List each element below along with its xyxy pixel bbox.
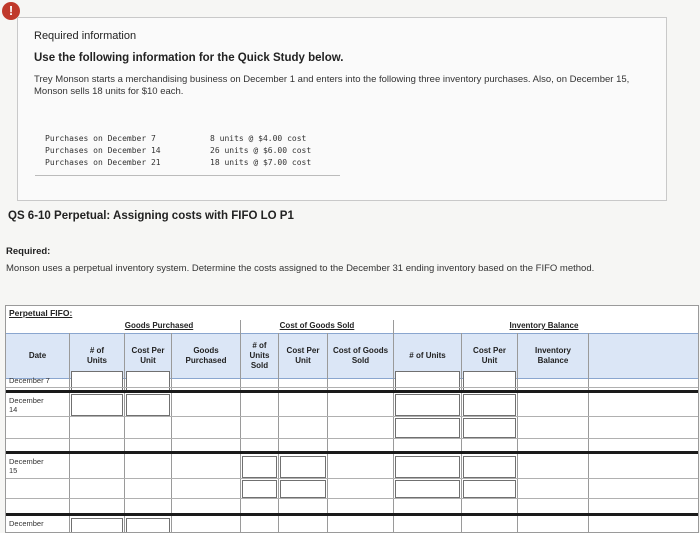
row-date-december-15: December 15: [9, 457, 44, 475]
cost-of-goods-sold-header: [241, 320, 393, 332]
col-inventory-cost-per-unit: Cost Per Unit: [473, 345, 506, 365]
dec7-inventory-cost-input[interactable]: [463, 371, 516, 391]
column-divider: [240, 320, 241, 533]
dec7-purchased-units-input[interactable]: [71, 371, 123, 391]
row-date-december-7: December 7: [9, 376, 50, 385]
col-date: Date: [28, 350, 47, 360]
dec14-purchased-cost-input[interactable]: [126, 394, 170, 416]
dec15-units-sold-input-2[interactable]: [242, 480, 277, 498]
column-divider: [393, 320, 394, 533]
goods-purchased-label: Goods Purchased: [124, 321, 194, 330]
info-heading: Use the following information for the Quick Study below.: [34, 52, 344, 64]
col-goods-purchased: Goods Purchased: [185, 345, 227, 365]
dec7-purchased-cost-input[interactable]: [126, 371, 170, 391]
row-divider: [6, 416, 698, 417]
row-divider: [6, 513, 698, 516]
purchase-label: Purchases on December 21: [45, 158, 161, 167]
worksheet-title: Perpetual FIFO:: [9, 308, 73, 318]
question-title: QS 6-10 Perpetual: Assigning costs with FIFO LO P1: [8, 210, 294, 222]
column-divider: [327, 333, 328, 533]
dec7-inventory-units-input[interactable]: [395, 371, 460, 391]
row-date-december-14: December 14: [9, 396, 44, 414]
purchase-label: Purchases on December 7: [45, 134, 156, 143]
dec14-purchased-units-input[interactable]: [71, 394, 123, 416]
dec15-sold-cost-input-2[interactable]: [280, 480, 326, 498]
goods-purchased-header: [78, 320, 240, 332]
inventory-balance-label: Inventory Balance: [509, 321, 579, 330]
purchase-detail: 26 units @ $6.00 cost: [210, 146, 312, 155]
dec14-inventory-cost-input-2[interactable]: [463, 418, 516, 438]
info-text: Trey Monson starts a merchandising business on December 1 and enters into the following three inventory purchases. Also, on December 15, Monson sells 18 units for $10 each.: [34, 74, 630, 97]
row-divider: [6, 498, 698, 499]
row-divider: [6, 390, 698, 393]
col-sold-cost-per-unit: Cost Per Unit: [286, 345, 320, 365]
column-divider: [278, 333, 279, 533]
column-divider: [69, 333, 70, 533]
dec15-inventory-units-input-1[interactable]: [395, 456, 460, 478]
col-purchased-cost-per-unit: Cost Per Unit: [131, 345, 165, 365]
column-divider: [517, 333, 518, 533]
dec15-inventory-cost-input-2[interactable]: [463, 480, 516, 498]
purchase-detail: 18 units @ $7.00 cost: [210, 158, 312, 167]
purchases-table: [35, 125, 340, 176]
required-label: Required:: [6, 246, 51, 257]
col-purchased-units: # of Units: [87, 345, 107, 365]
dec14-inventory-units-input-2[interactable]: [395, 418, 460, 438]
row-divider: [6, 438, 698, 439]
column-divider: [461, 333, 462, 533]
required-text: Monson uses a perpetual inventory system. Determine the costs assigned to the December 31 ending inventory based on the FIFO method.: [6, 263, 595, 274]
row-date-december-21: December: [9, 519, 44, 528]
required-information-panel: [17, 17, 667, 201]
col-cost-of-goods-sold: Cost of Goods Sold: [332, 345, 389, 365]
column-divider: [588, 333, 589, 533]
column-divider: [124, 333, 125, 533]
info-label: Required information: [34, 30, 137, 42]
dec15-sold-cost-input-1[interactable]: [280, 456, 326, 478]
cost-of-goods-sold-label: Cost of Goods Sold: [279, 321, 355, 330]
dec15-units-sold-input-1[interactable]: [242, 456, 277, 478]
inventory-balance-header: [394, 320, 694, 332]
dec14-inventory-cost-input-1[interactable]: [463, 394, 516, 416]
col-inventory-units: # of Units: [409, 350, 446, 360]
row-divider: [6, 478, 698, 479]
col-units-sold: # of Units Sold: [249, 340, 270, 370]
purchase-label: Purchases on December 14: [45, 146, 161, 155]
dec15-inventory-units-input-2[interactable]: [395, 480, 460, 498]
row-divider: [6, 387, 698, 388]
purchase-detail: 8 units @ $4.00 cost: [210, 134, 307, 143]
row-divider: [6, 451, 698, 454]
perpetual-fifo-worksheet: [5, 305, 699, 533]
col-inventory-balance: Inventory Balance: [534, 345, 571, 365]
dec14-inventory-units-input-1[interactable]: [395, 394, 460, 416]
column-divider: [171, 333, 172, 533]
alert-icon: !: [2, 2, 20, 20]
dec15-inventory-cost-input-1[interactable]: [463, 456, 516, 478]
